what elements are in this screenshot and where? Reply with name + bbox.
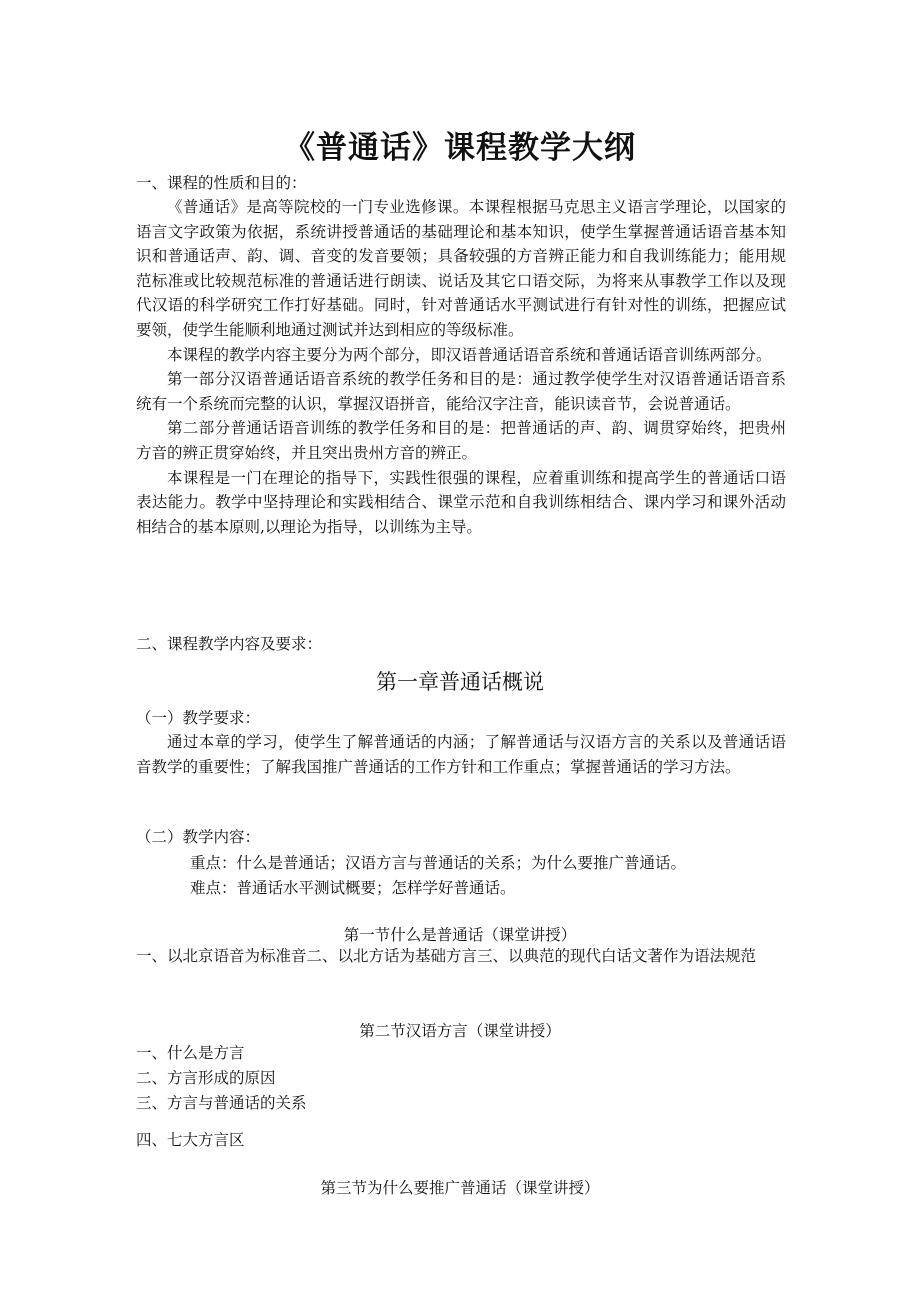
requirements-paragraph: 通过本章的学习，使学生了解普通话的内涵；了解普通话与汉语方言的关系以及普通话语音教学的重要性；了解我国推广普通话的工作方针和工作重点；掌握普通话的学习方法。 [136,733,786,776]
document-title: 《普通话》课程教学大纲 [284,130,636,166]
section-title-3: 第三节为什么要推广普通话（课堂讲授） [320,1179,600,1197]
paragraph-intro: 《普通话》是高等院校的一门专业选修课。本课程根据马克思主义语言学理论，以国家的语言文字政策为依据，系统讲授普通话的基础理论和基本知识，使学生掌握普通话语音基本知识和普通话声、韵、调、音变的发音要领；具备较强的方音辨正能力和自我训练能力；能用规范标准或比较规范标准的普通话进行朗读、说话及其它口语交际，为将来从事教学工作以及现代汉语的科学研究工作打好基础。同时，针对普通话水平测试进行有针对性的训练，把握应试要领，使学生能顺利地通过测试并达到相应的等级标准。 [136,198,786,339]
key-points: 重点：什么是普通话；汉语方言与普通话的关系；为什么要推广普通话。 [190,854,687,872]
section1-body [136,195,786,539]
section-title-2: 第二节汉语方言（课堂讲授） [359,1022,561,1040]
section1-content-text: 一、以北京语音为标准音二、以北方话为基础方言三、以典范的现代白话文著作为语法规范 [136,947,757,965]
list-item: 一、什么是方言 [136,1044,245,1062]
paragraph-principles: 本课程是一门在理论的指导下，实践性很强的课程，应着重训练和提高学生的普通话口语表达能力。教学中坚持理论和实践相结合、课堂示范和自我训练相结合、课内学习和课外活动相结合的基本原则,以理论为指导，以训练为主导。 [136,468,786,536]
list-item: 二、方言形成的原因 [136,1069,276,1087]
chapter-title: 第一章普通话概说 [376,670,544,694]
section1-heading: 一、课程的性质和目的： [136,174,307,192]
section2-heading: 二、课程教学内容及要求： [136,635,323,653]
requirements-heading: （一）教学要求： [136,709,261,727]
requirements-text [136,730,786,779]
section1-content [136,944,786,969]
paragraph-part-one: 第一部分汉语普通话语音系统的教学任务和目的是：通过教学使学生对汉语普通话语音系统有一个系统而完整的认识，掌握汉语拼音，能给汉字注音，能识读音节，会说普通话。 [136,370,786,413]
content-heading: （二）教学内容： [136,828,261,846]
difficult-points: 难点：普通话水平测试概要；怎样学好普通话。 [190,879,516,897]
list-item: 四、七大方言区 [136,1131,245,1149]
paragraph-part-two: 第二部分普通话语音训练的教学任务和目的是：把普通话的声、韵、调贯穿始终，把贵州方音的辨正贯穿始终，并且突出贵州方音的辨正。 [136,419,786,462]
list-item: 三、方言与普通话的关系 [136,1094,307,1112]
section-title-1: 第一节什么是普通话（课堂讲授） [343,926,577,944]
paragraph-content-parts: 本课程的教学内容主要分为两个部分，即汉语普通话语音系统和普通话语音训练两部分。 [167,345,772,364]
